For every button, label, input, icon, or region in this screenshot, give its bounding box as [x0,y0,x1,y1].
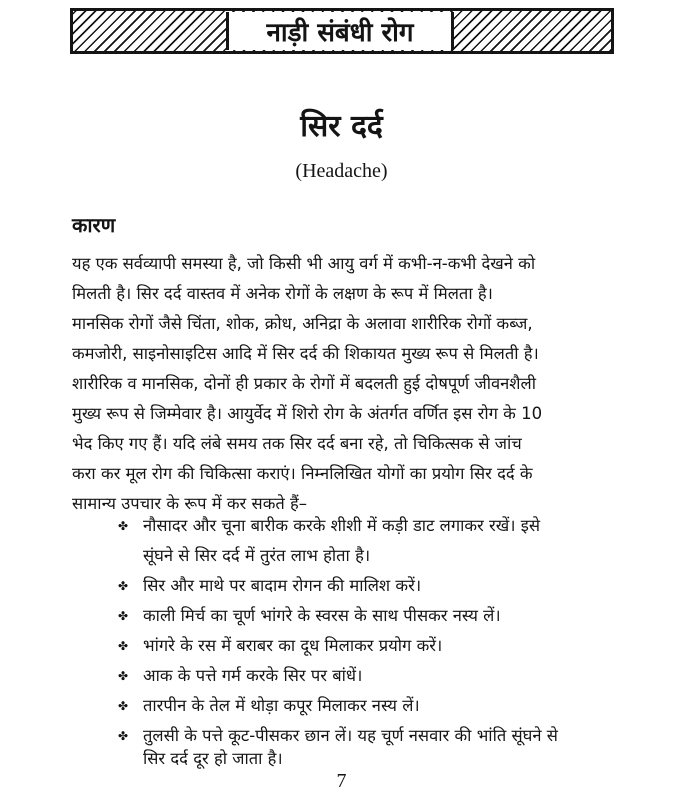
paragraph-line: भेद किए गए हैं। यदि लंबे समय तक सिर दर्द बना रहे, तो चिकित्सक से जांच [72,434,522,453]
paragraph-line: मिलती है। सिर दर्द वास्तव में अनेक रोगों के लक्षण के रूप में मिलता है। [72,284,493,303]
paragraph-line: शारीरिक व मानसिक, दोनों ही प्रकार के रोगों में बदलती हुई दोषपूर्ण जीवनशैली [72,374,536,393]
flower-bullet-icon: ✤ [118,609,129,623]
paragraph-line: मानसिक रोगों जैसे चिंता, शोक, क्रोध, अनिद्रा के अलावा शारीरिक रोगों कब्ज, [72,314,533,333]
chapter-title: नाड़ी संबंधी रोग [226,12,454,50]
flower-bullet-icon: ✤ [118,519,129,533]
paragraph-line: सामान्य उपचार के रूप में कर सकते हैं– [72,494,308,513]
flower-bullet-icon: ✤ [118,579,129,593]
cause-heading: कारण [72,213,116,237]
flower-bullet-icon: ✤ [118,699,129,713]
paragraph-line: कमजोरी, साइनोसाइटिस आदि में सिर दर्द की शिकायत मुख्य रूप से मिलती है। [72,344,539,363]
remedy-line: सिर और माथे पर बादाम रोगन की मालिश करें। [143,576,422,595]
remedy-line: आक के पत्ते गर्म करके सिर पर बांधें। [143,666,363,685]
remedy-line: तुलसी के पत्ते कूट-पीसकर छान लें। यह चूर्ण नसवार की भांति सूंघने से [143,726,558,745]
remedy-line: सूंघने से सिर दर्द में तुरंत लाभ होता है। [143,546,371,565]
paragraph-line: यह एक सर्वव्यापी समस्या है, जो किसी भी आयु वर्ग में कभी-न-कभी देखने को [72,254,536,273]
page-number: 7 [336,770,347,792]
remedy-line: तारपीन के तेल में थोड़ा कपूर मिलाकर नस्य लें। [143,696,420,715]
remedy-line: सिर दर्द दूर हो जाता है। [143,749,283,768]
remedy-line: काली मिर्च का चूर्ण भांगरे के स्वरस के साथ पीसकर नस्य लें। [143,606,501,625]
section-title: सिर दर्द [300,109,383,144]
flower-bullet-icon: ✤ [118,639,129,653]
remedy-line: भांगरे के रस में बराबर का दूध मिलाकर प्रयोग करें। [143,636,443,655]
paragraph-line: करा कर मूल रोग की चिकित्सा कराएं। निम्नलिखित योगों का प्रयोग सिर दर्द के [72,464,533,483]
remedy-line: नौसादर और चूना बारीक करके शीशी में कड़ी डाट लगाकर रखें। इसे [143,516,541,535]
flower-bullet-icon: ✤ [118,729,129,743]
paragraph-line: मुख्य रूप से जिम्मेवार है। आयुर्वेद में शिरो रोग के अंतर्गत वर्णित इस रोग के 10 [72,404,543,423]
flower-bullet-icon: ✤ [118,669,129,683]
chapter-header-banner [70,8,614,54]
section-subtitle: (Headache) [295,160,388,182]
